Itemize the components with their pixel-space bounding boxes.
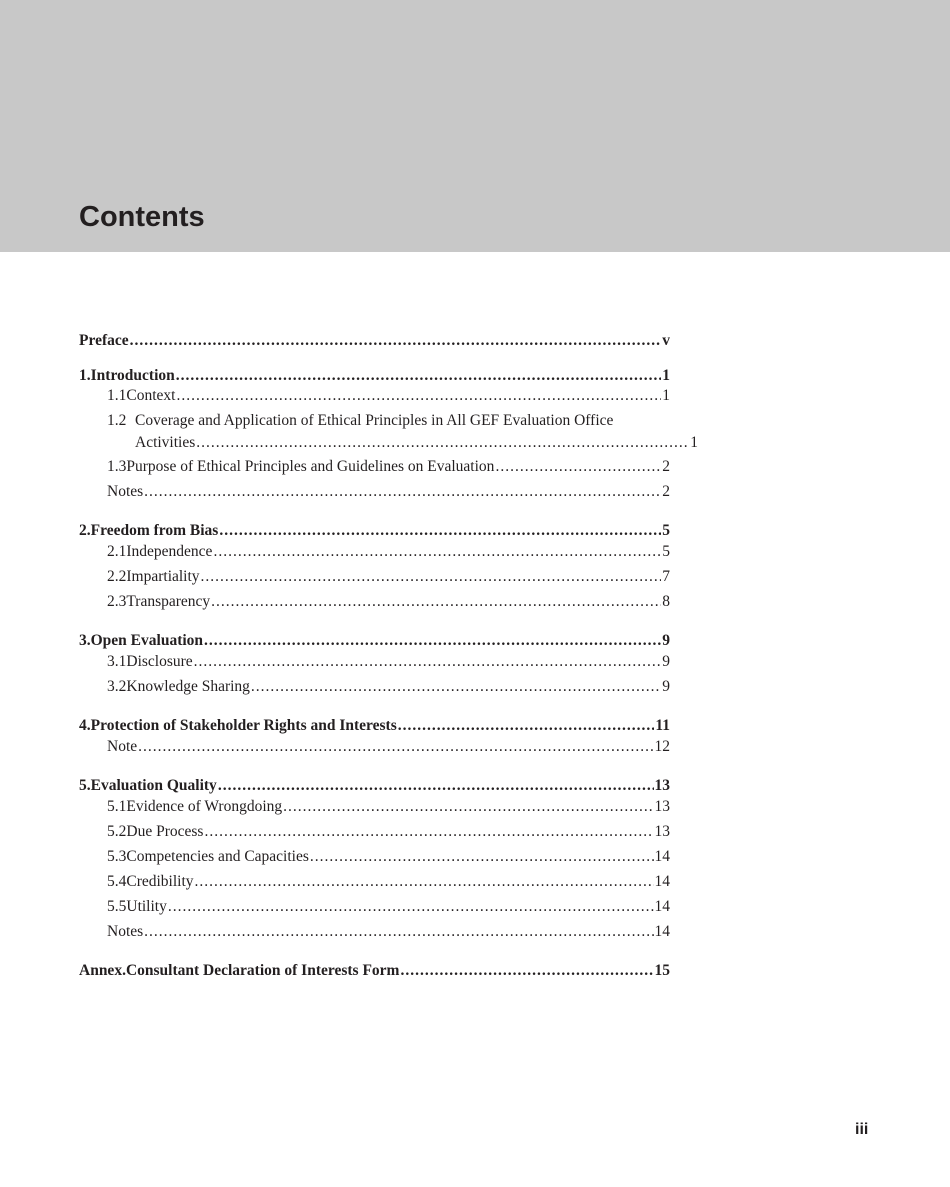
item-title: Knowledge Sharing xyxy=(126,678,250,695)
item-page: 9 xyxy=(662,653,670,670)
dot-leader xyxy=(144,481,661,503)
toc-entry-preface[interactable] xyxy=(79,330,670,352)
toc-item-1-2[interactable] xyxy=(107,410,698,454)
item-number: 5.3 xyxy=(107,848,127,865)
dot-leader xyxy=(130,330,662,352)
item-title-line2: Activities xyxy=(135,434,196,451)
toc-item-4-note[interactable] xyxy=(107,736,670,758)
item-title: Transparency xyxy=(126,593,211,610)
dot-leader xyxy=(398,715,655,737)
item-number: 5.4 xyxy=(107,873,127,890)
item-page: 2 xyxy=(662,458,670,475)
toc-section-1[interactable] xyxy=(79,365,670,387)
dot-leader xyxy=(283,796,653,818)
item-number: 5.5 xyxy=(107,898,127,915)
item-page: 14 xyxy=(654,873,670,890)
dot-leader xyxy=(218,775,654,797)
item-page: 14 xyxy=(654,848,670,865)
item-title: Impartiality xyxy=(126,568,200,585)
section-title: Introduction xyxy=(90,367,175,384)
dot-leader xyxy=(195,871,654,893)
section-number: 1. xyxy=(79,367,91,384)
item-number: 1.2 xyxy=(107,412,127,429)
item-page: 1 xyxy=(662,387,670,404)
item-title: Competencies and Capacities xyxy=(126,848,309,865)
item-page: 9 xyxy=(662,678,670,695)
section-number: 4. xyxy=(79,717,91,734)
dot-leader xyxy=(196,432,689,454)
toc-section-5[interactable] xyxy=(79,775,670,797)
section-title: Open Evaluation xyxy=(90,632,204,649)
section-page: 9 xyxy=(662,632,670,649)
item-number: 1.3 xyxy=(107,458,127,475)
item-page: 14 xyxy=(654,923,670,940)
dot-leader xyxy=(138,736,653,758)
item-title: Independence xyxy=(126,543,213,560)
toc-annex[interactable] xyxy=(79,960,670,982)
section-title: Protection of Stakeholder Rights and Interests xyxy=(90,717,397,734)
item-page: 5 xyxy=(662,543,670,560)
toc-item-5-4[interactable] xyxy=(107,871,670,893)
item-title: Evidence of Wrongdoing xyxy=(126,798,283,815)
item-title: Purpose of Ethical Principles and Guidelines on Evaluation xyxy=(126,458,495,475)
item-title: Notes xyxy=(107,483,144,500)
section-page: 5 xyxy=(662,522,670,539)
dot-leader xyxy=(194,651,662,673)
dot-leader xyxy=(310,846,654,868)
dot-leader xyxy=(176,385,661,407)
item-page: 12 xyxy=(654,738,670,755)
item-page: 2 xyxy=(662,483,670,500)
section-page: 13 xyxy=(654,777,670,794)
toc-item-2-3[interactable] xyxy=(107,591,670,613)
toc-item-3-2[interactable] xyxy=(107,676,670,698)
item-page: 1 xyxy=(690,434,698,451)
section-number: 5. xyxy=(79,777,91,794)
toc-item-2-2[interactable] xyxy=(107,566,670,588)
dot-leader xyxy=(400,960,653,982)
dot-leader xyxy=(204,630,661,652)
toc-item-5-5[interactable] xyxy=(107,896,670,918)
item-page: 14 xyxy=(654,898,670,915)
item-number: 3.1 xyxy=(107,653,127,670)
item-page: 8 xyxy=(662,593,670,610)
section-title: Evaluation Quality xyxy=(90,777,217,794)
item-number: 5.2 xyxy=(107,823,127,840)
toc-item-5-notes[interactable] xyxy=(107,921,670,943)
item-title-line1: Coverage and Application of Ethical Principles in All GEF Evaluation Office xyxy=(135,412,614,429)
toc-item-5-2[interactable] xyxy=(107,821,670,843)
page-number: iii xyxy=(855,1121,869,1138)
item-title: Notes xyxy=(107,923,144,940)
item-number: 2.2 xyxy=(107,568,127,585)
item-title: Context xyxy=(126,387,176,404)
page-title: Contents xyxy=(79,201,205,233)
dot-leader xyxy=(144,921,653,943)
toc-item-1-3[interactable] xyxy=(107,456,670,478)
item-number: 3.2 xyxy=(107,678,127,695)
toc-item-3-1[interactable] xyxy=(107,651,670,673)
item-title: Disclosure xyxy=(126,653,193,670)
toc-entry-page: v xyxy=(662,332,670,349)
toc-section-2[interactable] xyxy=(79,520,670,542)
toc-item-5-3[interactable] xyxy=(107,846,670,868)
toc-item-2-1[interactable] xyxy=(107,541,670,563)
dot-leader xyxy=(176,365,662,387)
annex-page: 15 xyxy=(654,962,670,979)
item-number: 2.3 xyxy=(107,593,127,610)
section-title: Freedom from Bias xyxy=(90,522,219,539)
item-page: 7 xyxy=(662,568,670,585)
dot-leader xyxy=(219,520,661,542)
toc-item-1-notes[interactable] xyxy=(107,481,670,503)
item-number: 2.1 xyxy=(107,543,127,560)
item-title: Due Process xyxy=(126,823,204,840)
annex-title: Consultant Declaration of Interests Form xyxy=(125,962,400,979)
dot-leader xyxy=(251,676,661,698)
section-page: 1 xyxy=(662,367,670,384)
toc-item-1-1[interactable] xyxy=(107,385,670,407)
item-page: 13 xyxy=(654,823,670,840)
toc-section-4[interactable] xyxy=(79,715,670,737)
toc-entry-label: Preface xyxy=(79,332,129,349)
item-title: Utility xyxy=(126,898,167,915)
annex-number: Annex. xyxy=(79,962,126,979)
dot-leader xyxy=(211,591,661,613)
toc-item-5-1[interactable] xyxy=(107,796,670,818)
section-number: 3. xyxy=(79,632,91,649)
dot-leader xyxy=(204,821,653,843)
section-number: 2. xyxy=(79,522,91,539)
item-page: 13 xyxy=(654,798,670,815)
dot-leader xyxy=(168,896,654,918)
item-number: 1.1 xyxy=(107,387,127,404)
dot-leader xyxy=(201,566,662,588)
dot-leader xyxy=(495,456,661,478)
item-title: Credibility xyxy=(126,873,194,890)
section-page: 11 xyxy=(655,717,670,734)
dot-leader xyxy=(213,541,661,563)
toc-section-3[interactable] xyxy=(79,630,670,652)
item-title: Note xyxy=(107,738,138,755)
item-number: 5.1 xyxy=(107,798,127,815)
